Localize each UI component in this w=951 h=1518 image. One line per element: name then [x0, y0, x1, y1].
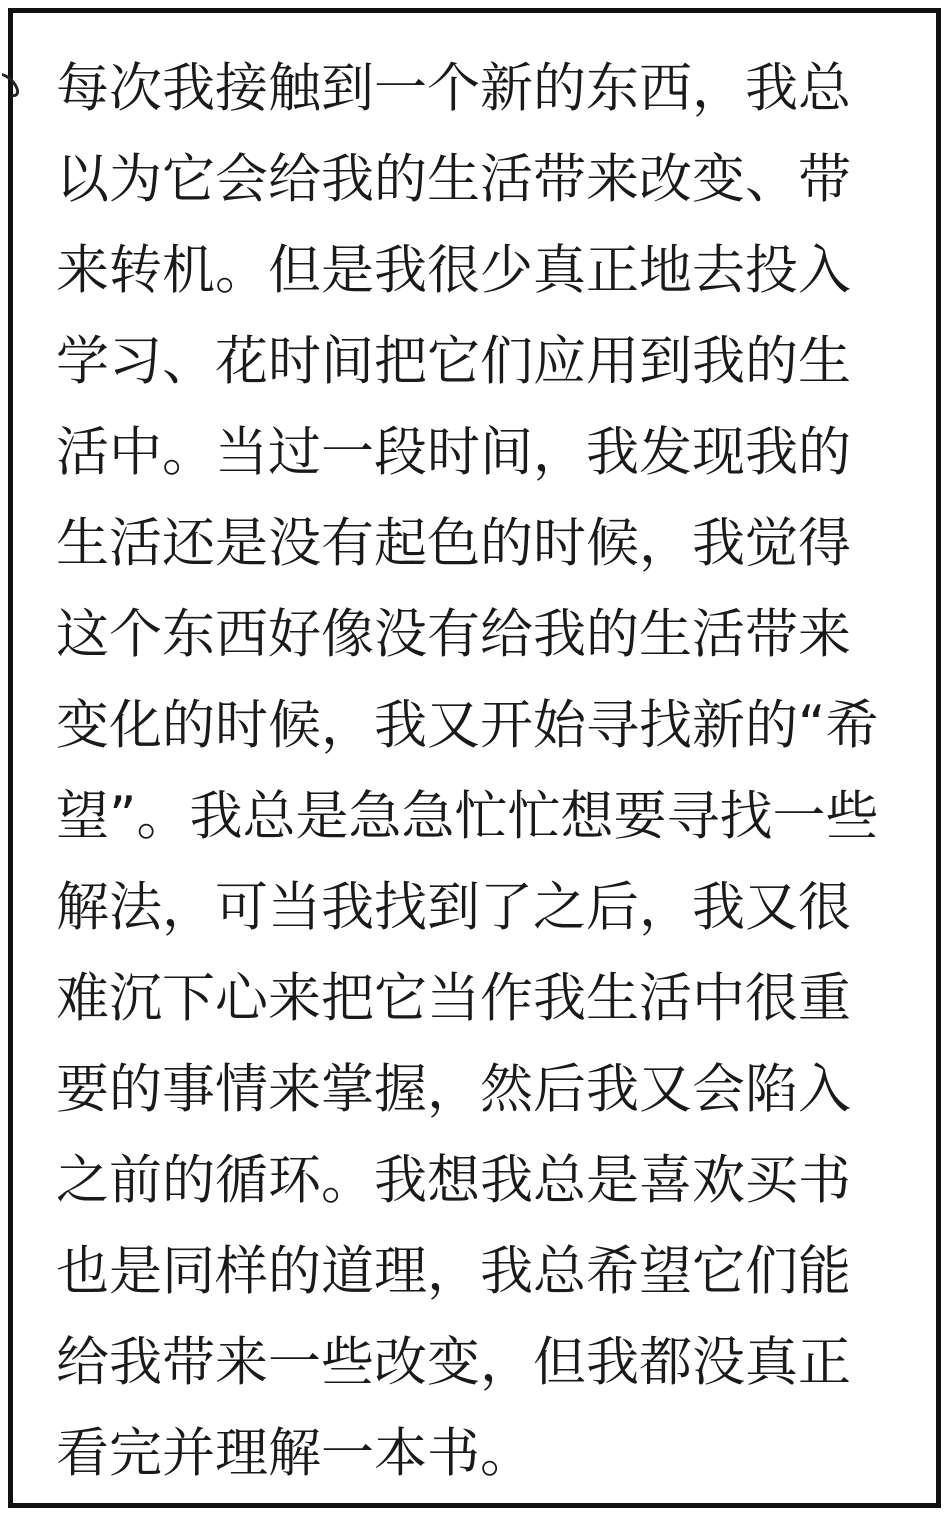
paragraph-line: 难沉下心来把它当作我生活中很重: [56, 968, 851, 1029]
paragraph-line: 以为它会给我的生活带来改变、带: [56, 149, 851, 210]
paragraph-line: 看完并理解一本书。: [56, 1423, 533, 1484]
paragraph-line: 每次我接触到一个新的东西，我总: [56, 58, 851, 119]
paragraph-line: 之前的循环。我想我总是喜欢买书: [56, 1150, 851, 1211]
paragraph-line: 学习、花时间把它们应用到我的生: [56, 331, 851, 392]
paragraph-line: 要的事情来掌握，然后我又会陷入: [56, 1059, 851, 1120]
paragraph-line: 来转机。但是我很少真正地去投入: [56, 240, 851, 301]
paragraph-line: 变化的时候，我又开始寻找新的“希: [56, 695, 879, 756]
paragraph-text: [56, 43, 926, 1499]
paragraph-line: 也是同样的道理，我总希望它们能: [56, 1241, 851, 1302]
clipped-bracket-mark: [0, 69, 23, 102]
paragraph-line: 给我带来一些改变，但我都没真正: [56, 1332, 851, 1393]
paragraph-line: 生活还是没有起色的时候，我觉得: [56, 513, 851, 574]
paragraph-line: 解法，可当我找到了之后，我又很: [56, 877, 851, 938]
text-card-frame: [8, 8, 941, 1508]
paragraph-line: 活中。当过一段时间，我发现我的: [56, 422, 851, 483]
paragraph-line: 望”。我总是急急忙忙想要寻找一些: [56, 786, 879, 847]
paragraph-line: 这个东西好像没有给我的生活带来: [56, 604, 851, 665]
